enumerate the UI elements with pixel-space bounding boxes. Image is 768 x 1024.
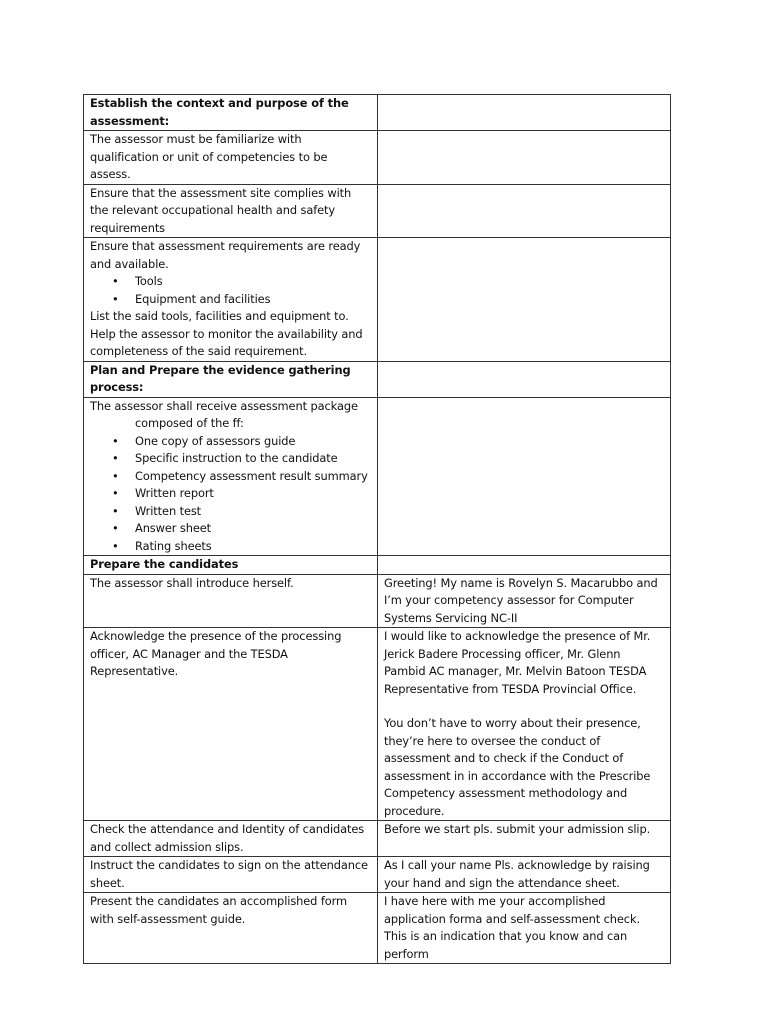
requirements-outro: List the said tools, facilities and equipment to. Help the assessor to monitor the availability and completeness of the said requirement.	[90, 309, 363, 358]
table-cell-empty	[378, 184, 671, 238]
table-cell-text: Acknowledge the presence of the processing officer, AC Manager and the TESDA Representative.	[84, 628, 378, 821]
list-item: • Equipment and facilities	[90, 291, 371, 309]
script-paragraph: I would like to acknowledge the presence of Mr. Jerick Badere Processing officer, Mr. Glenn Pambid AC manager, Mr. Melvin Batoon TESDA Representative from TESDA Provincial Office.	[384, 629, 651, 696]
list-item: • Tools	[90, 273, 371, 291]
table-cell-empty	[378, 131, 671, 185]
requirements-list	[90, 273, 371, 308]
table-row	[84, 131, 671, 185]
table-cell-empty	[378, 95, 671, 131]
row-heading-candidates: Prepare the candidates	[84, 556, 378, 575]
table-row	[84, 574, 671, 628]
table-cell-text: The assessor must be familiarize with qualification or unit of competencies to be assess.	[84, 131, 378, 185]
script-paragraph: You don’t have to worry about their presence, they’re here to oversee the conduct of assessment and to check if the Conduct of assessment in in accordance with the Prescribe Competency assessment methodology and procedure.	[384, 716, 651, 818]
table-cell-script: As I call your name Pls. acknowledge by raising your hand and sign the attendance sheet.	[378, 857, 671, 893]
list-item: • Specific instruction to the candidate	[90, 450, 371, 468]
table-cell-empty	[378, 556, 671, 575]
list-item: • Answer sheet	[90, 520, 371, 538]
list-item: • Rating sheets	[90, 538, 371, 556]
table-cell-script: Greeting! My name is Rovelyn S. Macarubbo and I’m your competency assessor for Computer Systems Servicing NC-II	[378, 574, 671, 628]
table-row	[84, 95, 671, 131]
table-cell-script: I have here with me your accomplished application forma and self-assessment check. This is an indication that you know and can perform	[378, 893, 671, 964]
table-cell-text: Ensure that the assessment site complies with the relevant occupational health and safety requirements	[84, 184, 378, 238]
row-heading-context: Establish the context and purpose of the assessment:	[84, 95, 378, 131]
table-row	[84, 397, 671, 556]
table-row	[84, 184, 671, 238]
list-item: • One copy of assessors guide	[90, 433, 371, 451]
package-list	[90, 433, 371, 556]
table-row	[84, 238, 671, 362]
table-row	[84, 821, 671, 857]
table-row	[84, 361, 671, 397]
list-item: • Written report	[90, 485, 371, 503]
table-cell-empty	[378, 238, 671, 362]
table-cell-requirements	[84, 238, 378, 362]
table-row	[84, 857, 671, 893]
table-row	[84, 893, 671, 964]
table-cell-package	[84, 397, 378, 556]
table-cell-empty	[378, 397, 671, 556]
table-cell-text: The assessor shall introduce herself.	[84, 574, 378, 628]
requirements-intro: Ensure that assessment requirements are ready and available.	[90, 239, 361, 271]
table-cell-text: Instruct the candidates to sign on the attendance sheet.	[84, 857, 378, 893]
table-cell-text: Present the candidates an accomplished form with self-assessment guide.	[84, 893, 378, 964]
package-intro-cont: composed of the ff:	[135, 416, 244, 430]
row-heading-plan: Plan and Prepare the evidence gathering process:	[84, 361, 378, 397]
table-cell-empty	[378, 361, 671, 397]
list-item: • Written test	[90, 503, 371, 521]
package-intro: The assessor shall receive assessment package	[90, 398, 358, 413]
table-row	[84, 628, 671, 821]
table-row	[84, 556, 671, 575]
table-cell-script: Before we start pls. submit your admission slip.	[378, 821, 671, 857]
table-cell-script	[378, 628, 671, 821]
list-item: • Competency assessment result summary	[90, 468, 371, 486]
assessment-procedure-table	[83, 94, 671, 964]
table-cell-text: Check the attendance and Identity of candidates and collect admission slips.	[84, 821, 378, 857]
